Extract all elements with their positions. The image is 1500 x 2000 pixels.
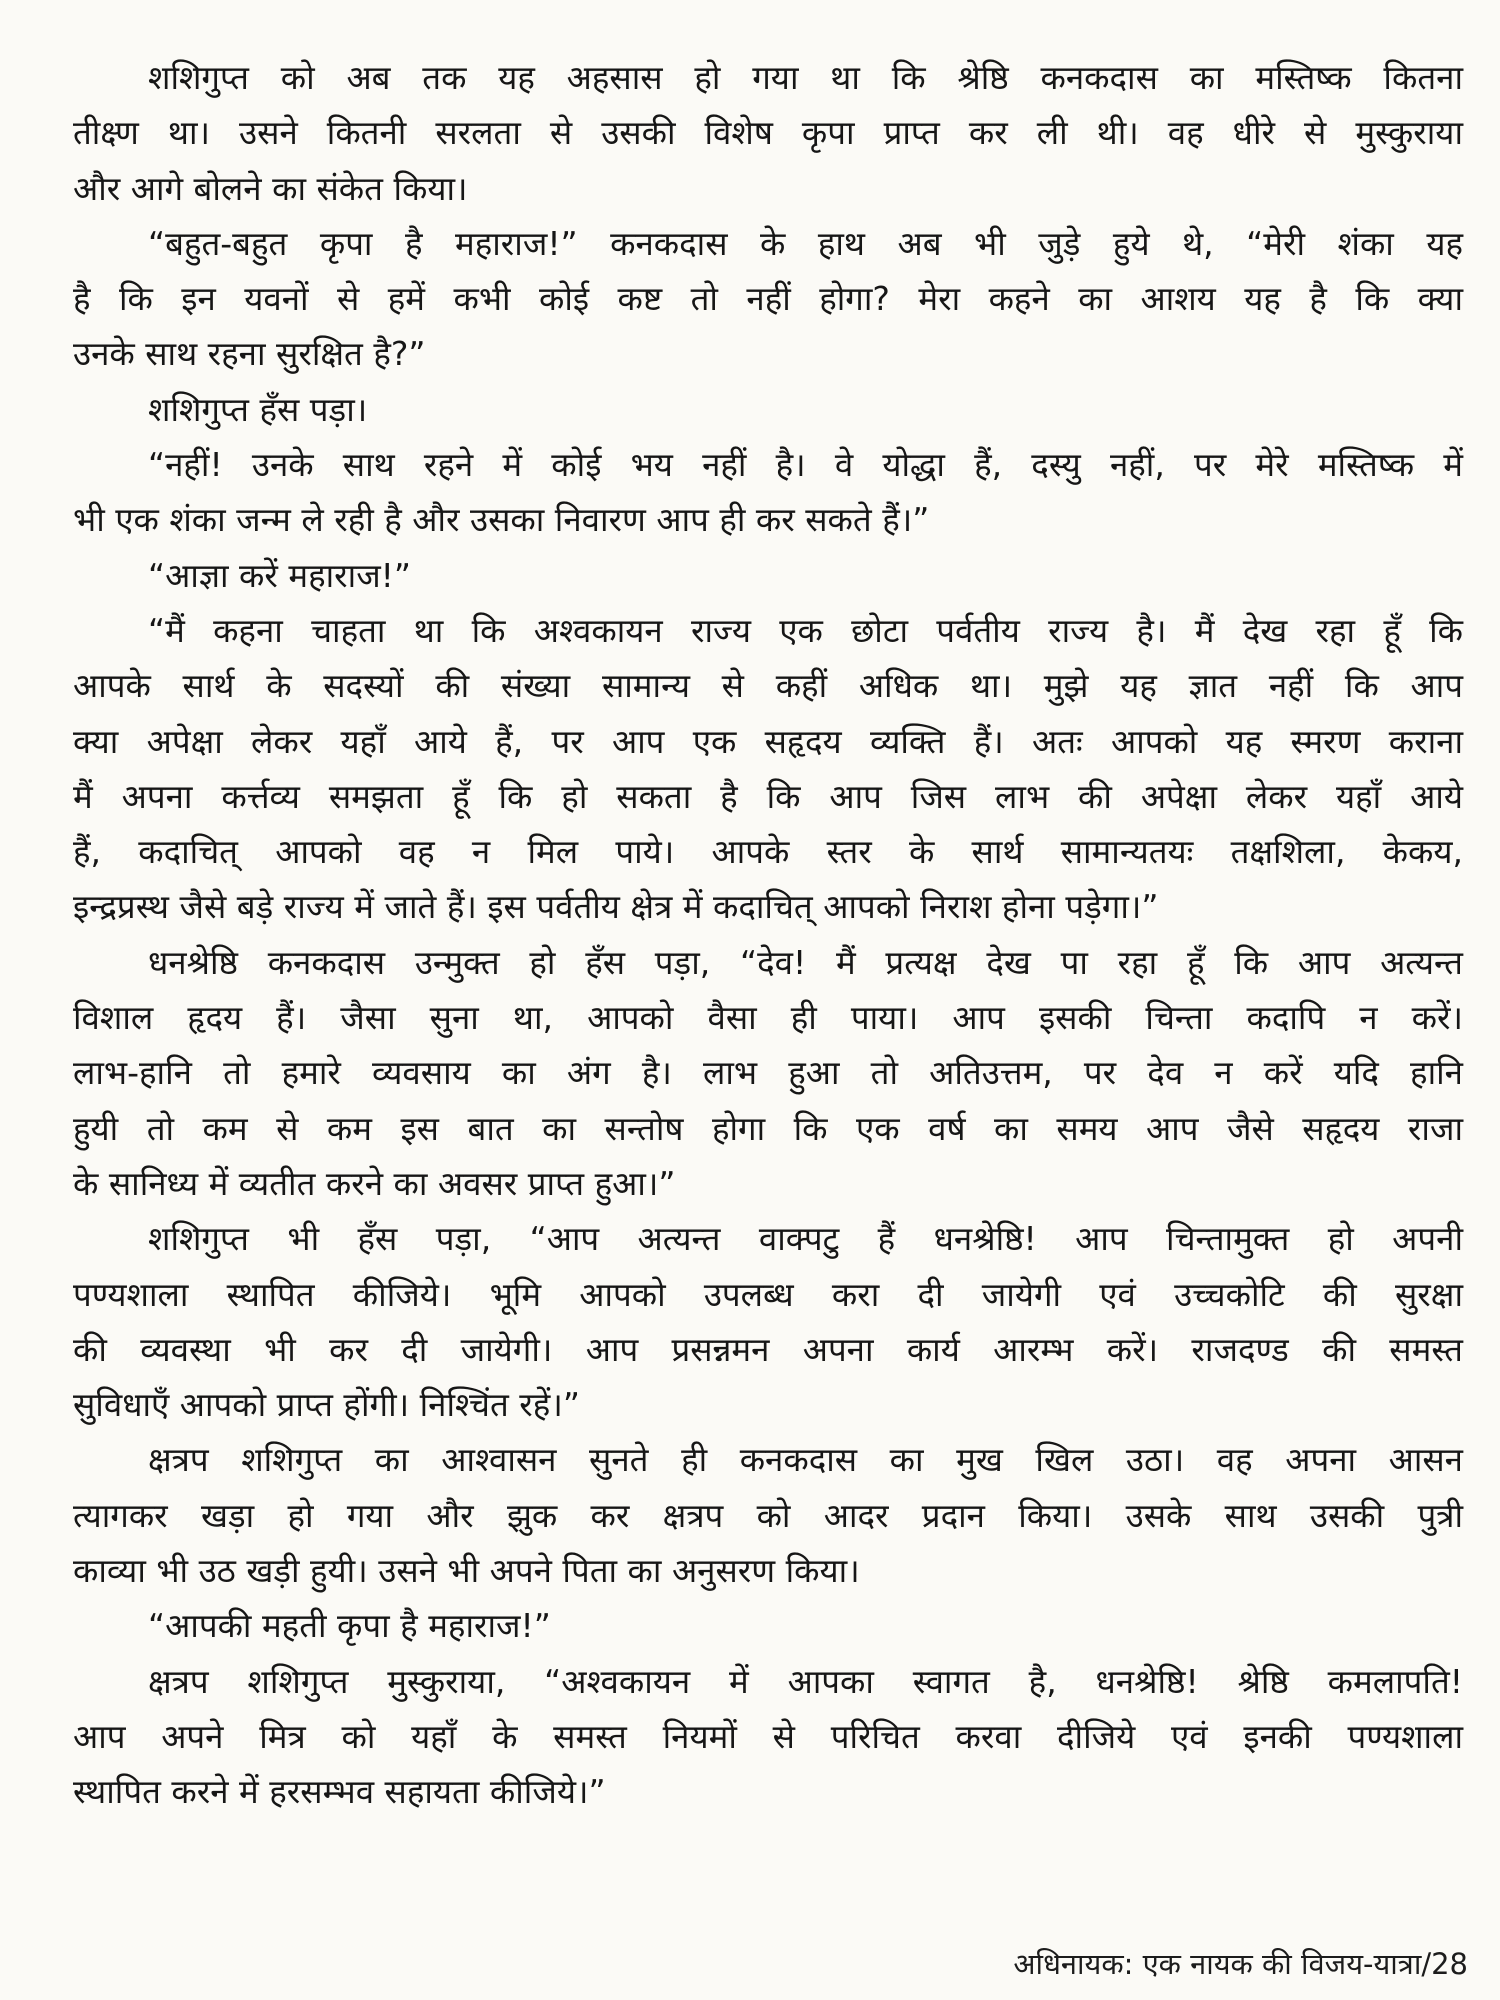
text-line: लाभ-हानि तो हमारे व्यवसाय का अंग है। लाभ हुआ तो अतिउत्तम, पर देव न करें यदि हानि <box>73 1053 1463 1093</box>
text-line: आपके सार्थ के सदस्यों की संख्या सामान्य से कहीं अधिक था। मुझे यह ज्ञात नहीं कि आप <box>73 666 1463 706</box>
text-line: “नहीं! उनके साथ रहने में कोई भय नहीं है। वे योद्धा हैं, दस्यु नहीं, पर मेरे मस्तिष्क में <box>148 445 1463 485</box>
text-line: विशाल हृदय हैं। जैसा सुना था, आपको वैसा ही पाया। आप इसकी चिन्ता कदापि न करें। <box>73 998 1463 1038</box>
text-line: काव्या भी उठ खड़ी हुयी। उसने भी अपने पिता का अनुसरण किया। <box>73 1551 860 1591</box>
paragraph <box>73 1654 1463 1820</box>
text-line: भी एक शंका जन्म ले रही है और उसका निवारण आप ही कर सकते हैं।” <box>73 500 930 540</box>
text-line: “बहुत-बहुत कृपा है महाराज!” कनकदास के हाथ अब भी जुड़े हुये थे, “मेरी शंका यह <box>148 223 1463 263</box>
paragraph <box>73 548 1463 603</box>
paragraph <box>73 603 1463 935</box>
page-footer-running-title: अधिनायक: एक नायक की विजय-यात्रा/28 <box>1013 1947 1468 1981</box>
text-line: क्षत्रप शशिगुप्त का आश्वासन सुनते ही कनकदास का मुख खिल उठा। वह अपना आसन <box>148 1440 1463 1480</box>
text-line: शशिगुप्त हँस पड़ा। <box>148 389 368 429</box>
text-line: क्या अपेक्षा लेकर यहाँ आये हैं, पर आप एक सहृदय व्यक्ति हैं। अतः आपको यह स्मरण कराना <box>73 721 1463 761</box>
text-line: “आज्ञा करें महाराज!” <box>148 555 412 595</box>
book-page-body <box>73 50 1463 1820</box>
paragraph <box>73 935 1463 1211</box>
text-line: और आगे बोलने का संकेत किया। <box>73 168 468 208</box>
text-line: आप अपने मित्र को यहाँ के समस्त नियमों से परिचित करवा दीजिये एवं इनकी पण्यशाला <box>73 1716 1463 1756</box>
text-line: की व्यवस्था भी कर दी जायेगी। आप प्रसन्नमन अपना कार्य आरम्भ करें। राजदण्ड की समस्त <box>73 1329 1463 1369</box>
text-line: “मैं कहना चाहता था कि अश्वकायन राज्य एक छोटा पर्वतीय राज्य है। मैं देख रहा हूँ कि <box>148 610 1463 650</box>
text-line: हैं, कदाचित् आपको वह न मिल पाये। आपके स्तर के सार्थ सामान्यतयः तक्षशिला, केकय, <box>73 832 1463 872</box>
paragraph <box>73 1211 1463 1432</box>
paragraph <box>73 1598 1463 1653</box>
text-line: सुविधाएँ आपको प्राप्त होंगी। निश्चिंत रहें।” <box>73 1385 580 1425</box>
text-line: इन्द्रप्रस्थ जैसे बड़े राज्य में जाते हैं। इस पर्वतीय क्षेत्र में कदाचित् आपको निराश होना पड़ेगा।” <box>73 887 1159 927</box>
text-line: तीक्ष्ण था। उसने कितनी सरलता से उसकी विशेष कृपा प्राप्त कर ली थी। वह धीरे से मुस्कुराया <box>73 113 1463 153</box>
text-line: पण्यशाला स्थापित कीजिये। भूमि आपको उपलब्ध करा दी जायेगी एवं उच्चकोटि की सुरक्षा <box>73 1274 1463 1314</box>
text-line: “आपकी महती कृपा है महाराज!” <box>148 1606 551 1646</box>
text-line: स्थापित करने में हरसम्भव सहायता कीजिये।” <box>73 1772 606 1812</box>
paragraph <box>73 50 1463 216</box>
text-line: क्षत्रप शशिगुप्त मुस्कुराया, “अश्वकायन में आपका स्वागत है, धनश्रेष्ठि! श्रेष्ठि कमलापति! <box>148 1661 1463 1701</box>
text-line: के सानिध्य में व्यतीत करने का अवसर प्राप्त हुआ।” <box>73 1163 676 1203</box>
text-line: धनश्रेष्ठि कनकदास उन्मुक्त हो हँस पड़ा, “देव! मैं प्रत्यक्ष देख पा रहा हूँ कि आप अत्यन्त <box>148 942 1463 982</box>
text-line: शशिगुप्त को अब तक यह अहसास हो गया था कि श्रेष्ठि कनकदास का मस्तिष्क कितना <box>148 58 1463 97</box>
text-line: हुयी तो कम से कम इस बात का सन्तोष होगा कि एक वर्ष का समय आप जैसे सहृदय राजा <box>73 1108 1463 1148</box>
paragraph <box>73 382 1463 437</box>
text-line: उनके साथ रहना सुरक्षित है?” <box>73 334 426 374</box>
text-line: है कि इन यवनों से हमें कभी कोई कष्ट तो नहीं होगा? मेरा कहने का आशय यह है कि क्या <box>73 279 1463 319</box>
text-line: मैं अपना कर्त्तव्य समझता हूँ कि हो सकता है कि आप जिस लाभ की अपेक्षा लेकर यहाँ आये <box>73 776 1463 816</box>
text-line: शशिगुप्त भी हँस पड़ा, “आप अत्यन्त वाक्पटु हैं धनश्रेष्ठि! आप चिन्तामुक्त हो अपनी <box>148 1219 1463 1259</box>
paragraph <box>73 216 1463 382</box>
paragraph <box>73 1432 1463 1598</box>
text-line: त्यागकर खड़ा हो गया और झुक कर क्षत्रप को आदर प्रदान किया। उसके साथ उसकी पुत्री <box>73 1495 1463 1535</box>
paragraph <box>73 437 1463 548</box>
